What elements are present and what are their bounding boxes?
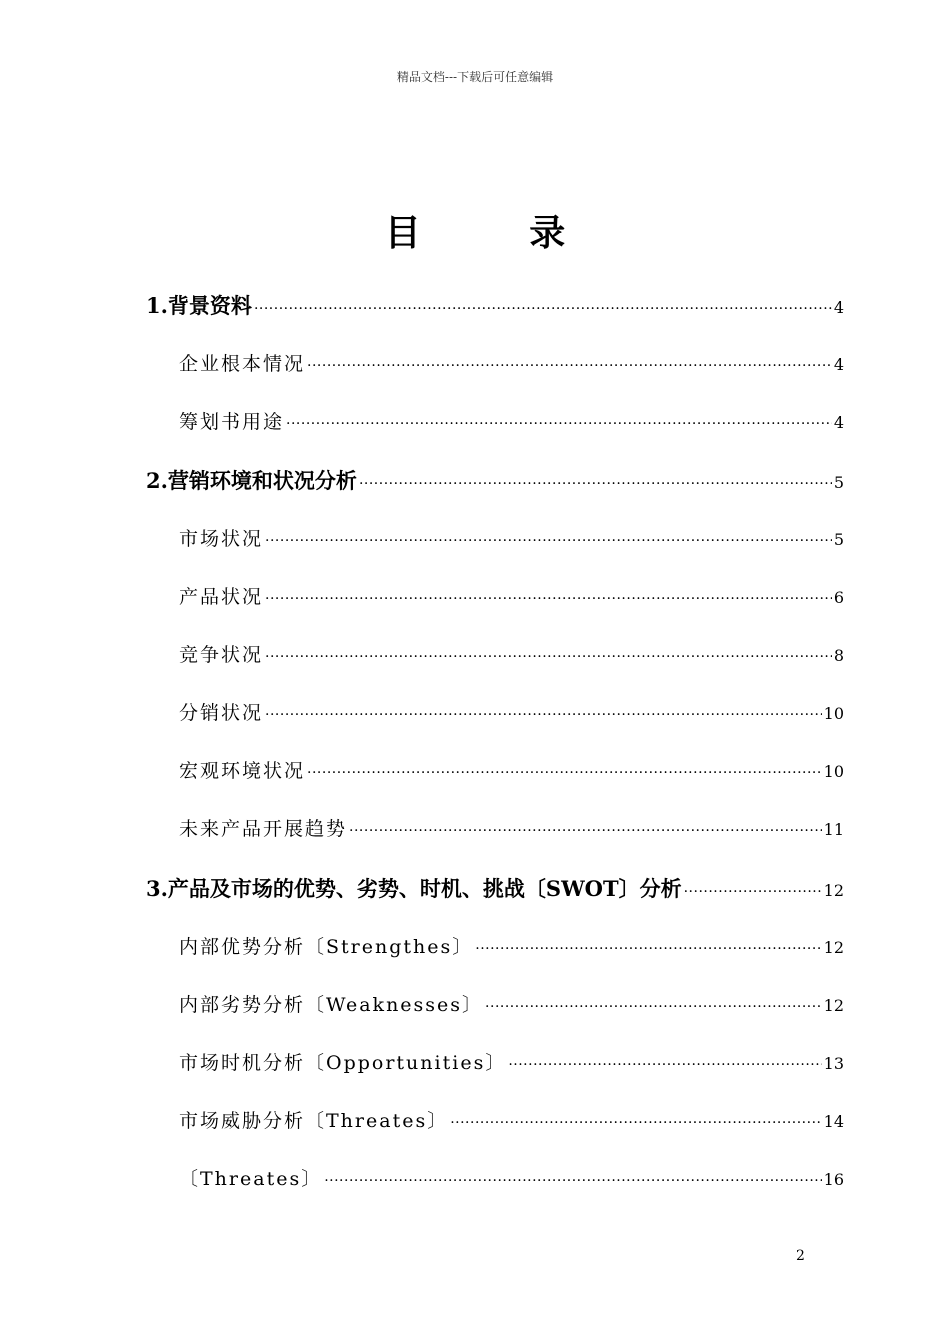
toc-entry[interactable] — [179, 756, 844, 783]
toc-entry-label: 2.营销环境和状况分析 — [146, 468, 357, 493]
toc-entry-label: 〔Threates〕 — [179, 1168, 323, 1190]
toc-entry[interactable] — [179, 1048, 844, 1075]
toc-entry-page: 4 — [833, 413, 844, 432]
toc-entry-label: 竞争状况 — [179, 644, 264, 666]
toc-entry-page: 4 — [833, 355, 844, 374]
page-header: 精品文档---下载后可任意编辑 — [396, 70, 554, 84]
toc-entry-label: 分销状况 — [179, 702, 264, 724]
toc-leader-dots — [286, 416, 832, 432]
toc-entry[interactable] — [179, 932, 844, 959]
toc-entry[interactable] — [179, 1106, 844, 1133]
toc-entry-page: 12 — [823, 881, 844, 900]
toc-entry[interactable] — [179, 524, 844, 551]
toc-entry-label: 市场时机分析〔Opportunities〕 — [179, 1052, 507, 1074]
toc-entry[interactable] — [146, 290, 844, 320]
toc-leader-dots — [349, 823, 822, 839]
toc-leader-dots — [307, 358, 832, 374]
toc-leader-dots — [265, 591, 832, 607]
toc-leader-dots — [450, 1115, 821, 1131]
toc-entry-label: 企业根本情况 — [179, 353, 306, 375]
toc-entry-page: 10 — [823, 704, 844, 723]
toc-entry-page: 11 — [823, 820, 844, 839]
toc-leader-dots — [485, 999, 822, 1015]
toc-entry-page: 5 — [833, 473, 844, 492]
toc-entry-page: 16 — [823, 1170, 844, 1189]
toc-title: 目 录 — [384, 212, 614, 254]
toc-leader-dots — [359, 476, 832, 492]
toc-entry[interactable] — [179, 990, 844, 1017]
toc-entry-page: 14 — [823, 1112, 844, 1131]
toc-entry[interactable] — [179, 1164, 844, 1191]
toc-entry-label: 内部优势分析〔Strengthes〕 — [179, 936, 474, 958]
toc-leader-dots — [324, 1173, 821, 1189]
toc-entry-label: 3.产品及市场的优势、劣势、时机、挑战〔SWOT〕分析 — [146, 876, 682, 901]
toc-leader-dots — [265, 707, 822, 723]
toc-entry-label: 市场状况 — [179, 528, 264, 550]
toc-leader-dots — [684, 884, 822, 900]
toc-entry-label: 内部劣势分析〔Weaknesses〕 — [179, 994, 484, 1016]
toc-entry-label: 市场威胁分析〔Threates〕 — [179, 1110, 449, 1132]
toc-entry-label: 1.背景资料 — [146, 293, 252, 318]
toc-entry[interactable] — [179, 407, 844, 434]
toc-leader-dots — [475, 941, 821, 957]
toc-entry-label: 产品状况 — [179, 586, 264, 608]
toc-entry[interactable] — [179, 640, 844, 667]
toc-entry[interactable] — [179, 698, 844, 725]
toc-entry-page: 12 — [823, 996, 844, 1015]
toc-entry-page: 4 — [833, 298, 844, 317]
toc-entry[interactable] — [146, 873, 844, 903]
toc-entry-page: 6 — [833, 588, 844, 607]
toc-entry[interactable] — [179, 814, 844, 841]
toc-entry-label: 宏观环境状况 — [179, 760, 306, 782]
toc-entry-page: 12 — [823, 938, 844, 957]
toc-leader-dots — [508, 1057, 821, 1073]
toc-entry-page: 5 — [833, 530, 844, 549]
toc-entry[interactable] — [179, 582, 844, 609]
toc-entry[interactable] — [146, 465, 844, 495]
toc-entry-page: 10 — [823, 762, 844, 781]
toc-leader-dots — [265, 533, 832, 549]
toc-entry-page: 13 — [823, 1054, 844, 1073]
toc-entry[interactable] — [179, 349, 844, 376]
toc-leader-dots — [254, 301, 832, 317]
toc-leader-dots — [265, 649, 832, 665]
toc-entry-label: 筹划书用途 — [179, 411, 285, 433]
toc-entry-page: 8 — [833, 646, 844, 665]
toc-leader-dots — [307, 765, 822, 781]
page-number: 2 — [796, 1248, 805, 1264]
toc-entry-label: 未来产品开展趋势 — [179, 818, 348, 840]
